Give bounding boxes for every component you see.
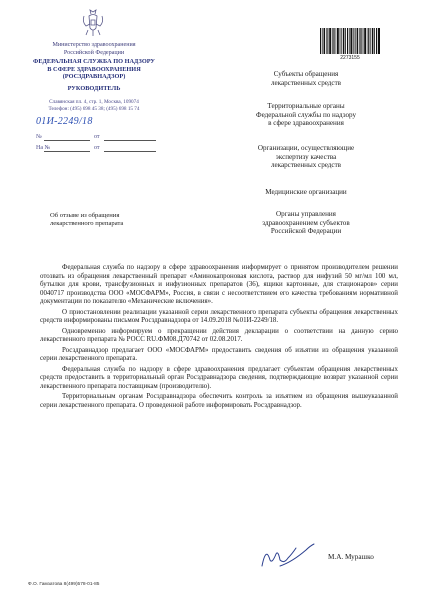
ref-date-label: от <box>94 134 100 140</box>
phone: Телефон: (495) 698 45 38; (495) 698 15 74 <box>48 106 140 112</box>
body-paragraph: Одновременно информируем о прекращении действия декларации о соответствии на данную серию лекарственного препарата № РОСС RU.ФМ08.Д70742 от 02.08.2017. <box>40 327 398 343</box>
body-paragraph: Территориальным органам Росздравнадзора обеспечить контроль за изъятием из обращения вышеуказанной серии лекарственного препарата. О проведенной работе информировать Росздравнадзор. <box>40 393 398 409</box>
letter-body <box>40 264 398 412</box>
recipient-3: Организации, осуществляющие экспертизу качества лекарственных средств <box>257 144 355 170</box>
barcode-icon <box>320 28 380 54</box>
body-paragraph: Росздравнадзор предлагает ООО «МОСФАРМ» предоставить сведения об изъятии из обращения указанной серии лекарственного препарата. <box>40 346 398 362</box>
body-paragraph: О приостановлении реализации указанной серии лекарственного препарата субъекты обращения лекарственных средств информированы письмом Росздравнадзора от 14.09.2018 №01И-2249/18. <box>40 308 398 324</box>
address: Славянская пл. 4, стр. 1, Москва, 109074 <box>49 99 139 105</box>
recipient-1: Субъекты обращения лекарственных средств <box>270 70 342 87</box>
coat-of-arms-emblem <box>80 8 106 38</box>
recipient-2: Территориальные органы Федеральной службы по надзору в сфере здравоохранения <box>255 102 357 128</box>
head-title: РУКОВОДИТЕЛЬ <box>67 85 121 92</box>
ref-number-label: № <box>36 134 42 140</box>
handwritten-signature <box>258 540 318 570</box>
reply-to-date-line <box>104 151 156 152</box>
reply-to-number-line <box>44 151 90 152</box>
recipient-4: Медицинские организации <box>265 188 347 196</box>
barcode-number: 2273155 <box>340 55 360 61</box>
handwritten-number: 01И-2249/18 <box>36 116 93 127</box>
reply-to-number-label: На № <box>36 145 51 151</box>
recipient-5: Органы управления здравоохранением субъектов Российской Федерации <box>262 210 350 236</box>
letter-subject: Об отзыве из обращения лекарственного препарата <box>50 212 124 228</box>
ministry-name: Министерство здравоохранения Российской Федерации <box>52 42 136 56</box>
body-paragraph: Федеральная служба по надзору в сфере здравоохранения информирует о принятом производителем решении отозвать из обращения лекарственный препарат «Аминокапроновая кислота, раствор для инфузий 50 мг/мл 100 мл, бутылки для крови, трансфузионных и инфузионных препаратов (36), ящики картонные, для стационаров» серии 0040717 производства ООО «МОСФАРМ», Россия, в связи с несоответствием его качества требованиям нормативной документации по показателю «Механические включения». <box>40 264 398 305</box>
body-paragraph: Федеральная служба по надзору в сфере здравоохранения предлагает субъектам обращения лекарственных средств предоставить в территориальный орган Росздравнадзора сведения, подтверждающие возврат указанной серии лекарственного препарата поставщикам (производителю). <box>40 365 398 390</box>
signer-name: М.А. Мурашко <box>328 553 374 561</box>
ref-date-line <box>104 140 156 141</box>
reply-to-date-label: от <box>94 145 100 151</box>
service-name: ФЕДЕРАЛЬНАЯ СЛУЖБА ПО НАДЗОРУ В СФЕРЕ ЗДРАВООХРАНЕНИЯ (РОСЗДРАВНАДЗОР) <box>32 58 156 81</box>
executor-contact: Ф.О. Гамзатова 8(499)578-01-85 <box>28 582 100 587</box>
ref-number-line <box>44 140 90 141</box>
